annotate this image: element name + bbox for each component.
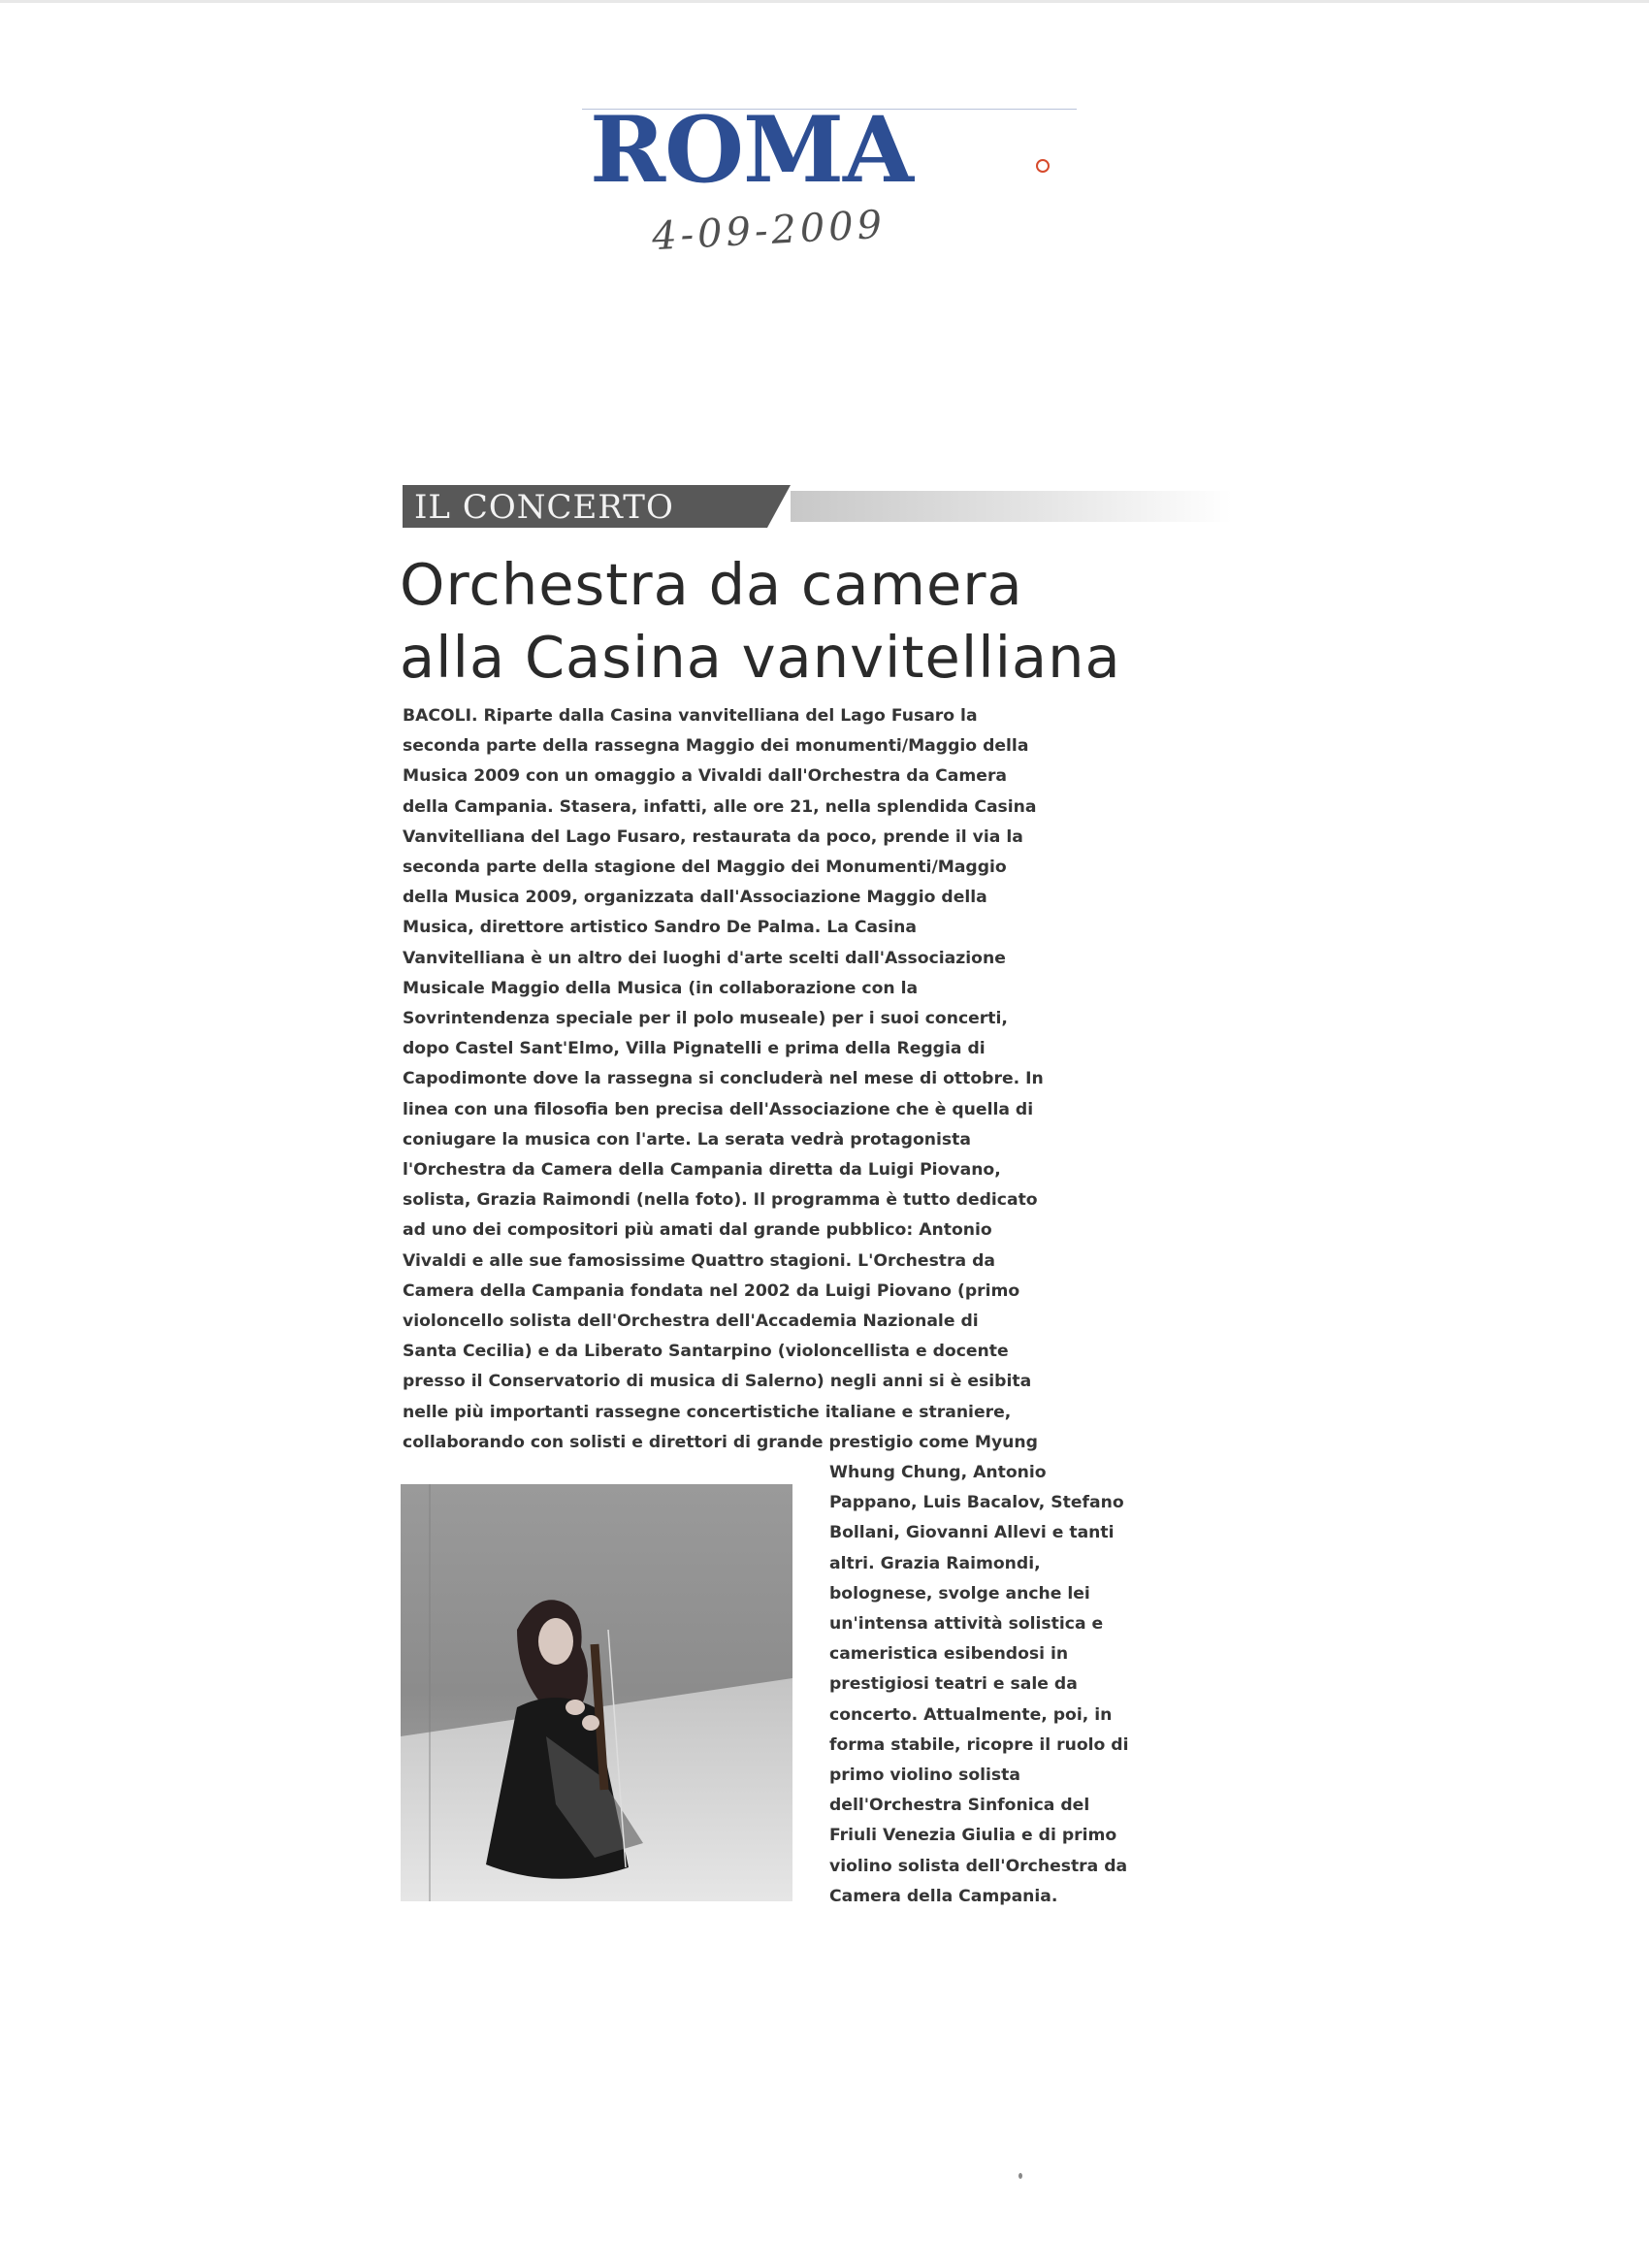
body-line: un'intensa attività solistica e	[829, 1614, 1104, 1635]
headline-line: alla Casina vanvitelliana	[400, 624, 1121, 691]
body-line: bolognese, svolge anche lei	[829, 1583, 1090, 1604]
body-line: prestigiosi teatri e sale da	[829, 1674, 1078, 1695]
body-line: cameristica esibendosi in	[829, 1644, 1069, 1665]
body-line: Camera della Campania.	[829, 1886, 1058, 1906]
body-line: solista, Grazia Raimondi (nella foto). Il programma è tutto dedicato	[403, 1190, 1038, 1211]
body-line: Friuli Venezia Giulia e di primo	[829, 1826, 1117, 1846]
body-line: seconda parte della rassegna Maggio dei monumenti/Maggio della	[403, 736, 1029, 757]
section-header	[403, 485, 1232, 528]
body-line: collaborando con solisti e direttori di grande prestigio come Myung	[403, 1432, 1038, 1452]
body-line: Vanvitelliana è un altro dei luoghi d'arte scelti dall'Associazione	[403, 948, 1006, 968]
body-line: Camera della Campania fondata nel 2002 da Luigi Piovano (primo	[403, 1280, 1020, 1301]
body-line: Santa Cecilia) e da Liberato Santarpino (violoncellista e docente	[403, 1342, 1009, 1362]
body-line: forma stabile, ricopre il ruolo di	[829, 1734, 1129, 1755]
body-line: Pappano, Luis Bacalov, Stefano	[829, 1493, 1124, 1513]
body-line: nelle più importanti rassegne concertistiche italiane e straniere,	[403, 1402, 1012, 1422]
article-body	[403, 701, 1229, 1458]
section-bar-fade	[791, 491, 1232, 522]
section-label: IL CONCERTO	[414, 488, 674, 527]
body-line: Musica 2009 con un omaggio a Vivaldi dall'Orchestra da Camera	[403, 766, 1008, 787]
body-line: Whung Chung, Antonio	[829, 1463, 1047, 1482]
body-line: Musica, direttore artistico Sandro De Palma. La Casina	[403, 918, 917, 938]
body-line: Sovrintendenza speciale per il polo museale) per i suoi concerti,	[403, 1009, 1008, 1029]
body-line: Bollani, Giovanni Allevi e tanti	[829, 1523, 1115, 1543]
photo-face	[538, 1618, 573, 1665]
body-line: presso il Conservatorio di musica di Salerno) negli anni si è esibita	[403, 1372, 1032, 1392]
body-line: concerto. Attualmente, poi, in	[829, 1704, 1113, 1725]
body-line: violoncello solista dell'Orchestra dell'Accademia Nazionale di	[403, 1312, 979, 1332]
body-line: della Campania. Stasera, infatti, alle ore 21, nella splendida Casina	[403, 796, 1037, 817]
body-line: dell'Orchestra Sinfonica del	[829, 1796, 1090, 1816]
body-line: Vanvitelliana del Lago Fusaro, restaurata da poco, prende il via la	[403, 826, 1023, 847]
body-line: Vivaldi e alle sue famosissime Quattro stagioni. L'Orchestra da	[403, 1250, 995, 1271]
body-line: Musicale Maggio della Musica (in collaborazione con la	[403, 978, 919, 998]
body-line: ad uno dei compositori più amati dal grande pubblico: Antonio	[403, 1220, 992, 1241]
masthead-logo-mark	[1036, 159, 1050, 173]
body-line: seconda parte della stagione del Maggio dei Monumenti/Maggio	[403, 858, 1007, 878]
body-line: primo violino solista	[829, 1766, 1020, 1786]
body-line: linea con una filosofia ben precisa dell'Associazione che è quella di	[403, 1099, 1034, 1119]
body-line: BACOLI. Riparte dalla Casina vanvitelliana del Lago Fusaro la	[403, 706, 978, 726]
masthead-title: ROMA	[590, 97, 913, 204]
body-line: l'Orchestra da Camera della Campania diretta da Luigi Piovano,	[403, 1160, 1001, 1181]
body-line: della Musica 2009, organizzata dall'Associazione Maggio della	[403, 888, 987, 908]
headline-line: Orchestra da camera	[400, 551, 1023, 618]
scan-speck	[1018, 2173, 1022, 2179]
body-line: altri. Grazia Raimondi,	[829, 1553, 1041, 1573]
article-photo	[401, 1484, 792, 1901]
newspaper-masthead	[582, 97, 1077, 204]
body-line: violino solista dell'Orchestra da	[829, 1856, 1128, 1876]
scan-edge-line	[0, 0, 1649, 3]
body-line: coniugare la musica con l'arte. La serata vedrà protagonista	[403, 1129, 971, 1150]
body-line: Capodimonte dove la rassegna si concluderà nel mese di ottobre. In	[403, 1069, 1044, 1089]
article-body-continued	[829, 1458, 1227, 1912]
article-headline	[400, 548, 1253, 694]
body-line: dopo Castel Sant'Elmo, Villa Pignatelli e prima della Reggia di	[403, 1039, 986, 1059]
handwritten-date: 4-09-2009	[650, 202, 888, 260]
